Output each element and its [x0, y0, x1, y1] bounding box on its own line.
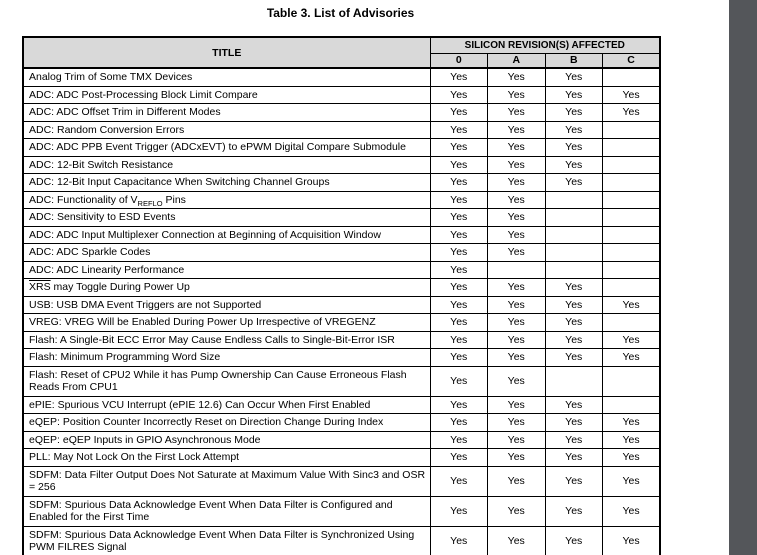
affected-cell: Yes — [488, 396, 546, 414]
affected-cell: Yes — [488, 366, 546, 396]
affected-cell: Yes — [545, 331, 603, 349]
affected-cell — [603, 209, 661, 227]
affected-cell: Yes — [603, 349, 661, 367]
advisory-title: Analog Trim of Some TMX Devices — [23, 68, 430, 86]
affected-cell — [603, 396, 661, 414]
affected-cell: Yes — [603, 331, 661, 349]
affected-cell: Yes — [603, 466, 661, 496]
affected-cell: Yes — [545, 496, 603, 526]
table-row — [23, 314, 660, 332]
affected-cell: Yes — [430, 279, 488, 297]
advisory-title: Flash: A Single-Bit ECC Error May Cause Endless Calls to Single-Bit-Error ISR — [23, 331, 430, 349]
affected-cell — [545, 226, 603, 244]
affected-cell: Yes — [430, 174, 488, 192]
table-title: Table 3. List of Advisories — [266, 6, 415, 20]
advisory-title: ADC: ADC Offset Trim in Different Modes — [23, 104, 430, 122]
affected-cell: Yes — [430, 209, 488, 227]
affected-cell: Yes — [488, 414, 546, 432]
table-row — [23, 349, 660, 367]
affected-cell: Yes — [488, 279, 546, 297]
advisory-title: ADC: 12-Bit Switch Resistance — [23, 156, 430, 174]
advisory-title: ADC: ADC Post-Processing Block Limit Compare — [23, 86, 430, 104]
affected-cell — [603, 121, 661, 139]
affected-cell: Yes — [488, 209, 546, 227]
affected-cell: Yes — [488, 244, 546, 262]
affected-cell — [545, 261, 603, 279]
affected-cell: Yes — [488, 526, 546, 555]
affected-cell: Yes — [488, 121, 546, 139]
affected-cell: Yes — [603, 526, 661, 555]
affected-cell: Yes — [488, 226, 546, 244]
affected-cell: Yes — [488, 314, 546, 332]
column-header-rev-C: C — [603, 54, 661, 69]
table-row — [23, 191, 660, 209]
affected-cell: Yes — [545, 104, 603, 122]
table-header — [23, 37, 660, 68]
affected-cell: Yes — [430, 261, 488, 279]
affected-cell: Yes — [545, 139, 603, 157]
affected-cell: Yes — [430, 526, 488, 555]
affected-cell: Yes — [430, 314, 488, 332]
table-row — [23, 226, 660, 244]
table-row — [23, 279, 660, 297]
affected-cell: Yes — [430, 296, 488, 314]
affected-cell: Yes — [488, 349, 546, 367]
affected-cell: Yes — [545, 466, 603, 496]
affected-cell: Yes — [545, 314, 603, 332]
affected-cell — [603, 191, 661, 209]
affected-cell: Yes — [430, 414, 488, 432]
table-row — [23, 121, 660, 139]
affected-cell — [603, 139, 661, 157]
affected-cell: Yes — [603, 496, 661, 526]
affected-cell: Yes — [430, 191, 488, 209]
advisory-title: ADC: Sensitivity to ESD Events — [23, 209, 430, 227]
column-header-rev-B: B — [545, 54, 603, 69]
advisory-title: ADC: ADC PPB Event Trigger (ADCxEVT) to ePWM Digital Compare Submodule — [23, 139, 430, 157]
affected-cell: Yes — [430, 86, 488, 104]
column-header-silicon-revisions: SILICON REVISION(S) AFFECTED — [430, 37, 660, 54]
affected-cell: Yes — [488, 296, 546, 314]
advisory-title: SDFM: Spurious Data Acknowledge Event When Data Filter is Synchronized Using PWM FILRES Signal — [23, 526, 430, 555]
affected-cell: Yes — [430, 331, 488, 349]
advisory-title: ADC: Random Conversion Errors — [23, 121, 430, 139]
affected-cell: Yes — [488, 331, 546, 349]
affected-cell: Yes — [488, 174, 546, 192]
affected-cell: Yes — [488, 156, 546, 174]
affected-cell: Yes — [545, 121, 603, 139]
advisory-title: $\overline{XRS}$ may Toggle During Power Up — [23, 279, 430, 297]
table-row — [23, 174, 660, 192]
column-header-title: TITLE — [23, 37, 430, 68]
table-row — [23, 526, 660, 555]
table-row — [23, 466, 660, 496]
affected-cell: Yes — [430, 349, 488, 367]
affected-cell: Yes — [430, 396, 488, 414]
affected-cell: Yes — [545, 156, 603, 174]
affected-cell — [603, 314, 661, 332]
advisory-title: VREG: VREG Will be Enabled During Power Up Irrespective of VREGENZ — [23, 314, 430, 332]
affected-cell: Yes — [488, 431, 546, 449]
affected-cell: Yes — [488, 104, 546, 122]
affected-cell: Yes — [545, 449, 603, 467]
table-row — [23, 68, 660, 86]
table-row — [23, 296, 660, 314]
affected-cell — [603, 279, 661, 297]
advisory-title: ADC: 12-Bit Input Capacitance When Switching Channel Groups — [23, 174, 430, 192]
affected-cell: Yes — [430, 366, 488, 396]
table-row — [23, 449, 660, 467]
column-header-rev-0: 0 — [430, 54, 488, 69]
affected-cell — [603, 226, 661, 244]
affected-cell — [488, 261, 546, 279]
affected-cell: Yes — [430, 466, 488, 496]
affected-cell: Yes — [603, 104, 661, 122]
advisory-title: ADC: ADC Linearity Performance — [23, 261, 430, 279]
table-row — [23, 431, 660, 449]
affected-cell: Yes — [430, 121, 488, 139]
affected-cell: Yes — [430, 244, 488, 262]
affected-cell — [545, 191, 603, 209]
advisory-title: SDFM: Data Filter Output Does Not Saturate at Maximum Value With Sinc3 and OSR = 256 — [23, 466, 430, 496]
affected-cell: Yes — [430, 431, 488, 449]
column-header-rev-A: A — [488, 54, 546, 69]
affected-cell: Yes — [430, 156, 488, 174]
advisories-table — [22, 36, 661, 555]
affected-cell: Yes — [430, 139, 488, 157]
affected-cell: Yes — [430, 449, 488, 467]
advisory-title: SDFM: Spurious Data Acknowledge Event When Data Filter is Configured and Enabled for the First Time — [23, 496, 430, 526]
table-row — [23, 139, 660, 157]
table-row — [23, 496, 660, 526]
affected-cell: Yes — [603, 431, 661, 449]
affected-cell: Yes — [603, 86, 661, 104]
affected-cell: Yes — [430, 104, 488, 122]
affected-cell — [603, 156, 661, 174]
advisory-title: eQEP: eQEP Inputs in GPIO Asynchronous Mode — [23, 431, 430, 449]
affected-cell: Yes — [545, 414, 603, 432]
table-row — [23, 209, 660, 227]
affected-cell — [545, 366, 603, 396]
affected-cell: Yes — [488, 496, 546, 526]
table-row — [23, 366, 660, 396]
table-row — [23, 86, 660, 104]
advisory-title: Flash: Minimum Programming Word Size — [23, 349, 430, 367]
table-row — [23, 261, 660, 279]
table-row — [23, 396, 660, 414]
affected-cell: Yes — [488, 449, 546, 467]
affected-cell: Yes — [430, 68, 488, 86]
advisory-title: ADC: ADC Sparkle Codes — [23, 244, 430, 262]
affected-cell: Yes — [545, 86, 603, 104]
affected-cell — [603, 261, 661, 279]
affected-cell: Yes — [488, 86, 546, 104]
advisory-title: ADC: ADC Input Multiplexer Connection at Beginning of Acquisition Window — [23, 226, 430, 244]
affected-cell: Yes — [603, 414, 661, 432]
affected-cell: Yes — [545, 526, 603, 555]
affected-cell: Yes — [545, 279, 603, 297]
affected-cell — [603, 68, 661, 86]
affected-cell — [545, 209, 603, 227]
affected-cell: Yes — [545, 174, 603, 192]
affected-cell: Yes — [430, 496, 488, 526]
affected-cell — [603, 174, 661, 192]
affected-cell: Yes — [488, 139, 546, 157]
affected-cell: Yes — [545, 396, 603, 414]
table-row — [23, 331, 660, 349]
advisory-title: USB: USB DMA Event Triggers are not Supported — [23, 296, 430, 314]
affected-cell: Yes — [545, 68, 603, 86]
table-row — [23, 244, 660, 262]
affected-cell — [603, 244, 661, 262]
table-row — [23, 104, 660, 122]
affected-cell — [603, 366, 661, 396]
affected-cell: Yes — [545, 349, 603, 367]
advisory-title: ADC: Functionality of $V_{REFLO}$ Pins — [23, 191, 430, 209]
advisory-title: eQEP: Position Counter Incorrectly Reset on Direction Change During Index — [23, 414, 430, 432]
table-row — [23, 156, 660, 174]
affected-cell: Yes — [545, 296, 603, 314]
affected-cell: Yes — [545, 431, 603, 449]
advisory-title: ePIE: Spurious VCU Interrupt (ePIE 12.6) Can Occur When First Enabled — [23, 396, 430, 414]
affected-cell: Yes — [488, 466, 546, 496]
table-row — [23, 414, 660, 432]
affected-cell: Yes — [488, 68, 546, 86]
advisory-title: PLL: May Not Lock On the First Lock Attempt — [23, 449, 430, 467]
advisory-title: Flash: Reset of CPU2 While it has Pump Ownership Can Cause Erroneous Flash Reads From CPU1 — [23, 366, 430, 396]
affected-cell: Yes — [488, 191, 546, 209]
affected-cell: Yes — [603, 449, 661, 467]
affected-cell: Yes — [603, 296, 661, 314]
affected-cell — [545, 244, 603, 262]
pdf-viewer-background-strip — [729, 0, 757, 555]
affected-cell: Yes — [430, 226, 488, 244]
